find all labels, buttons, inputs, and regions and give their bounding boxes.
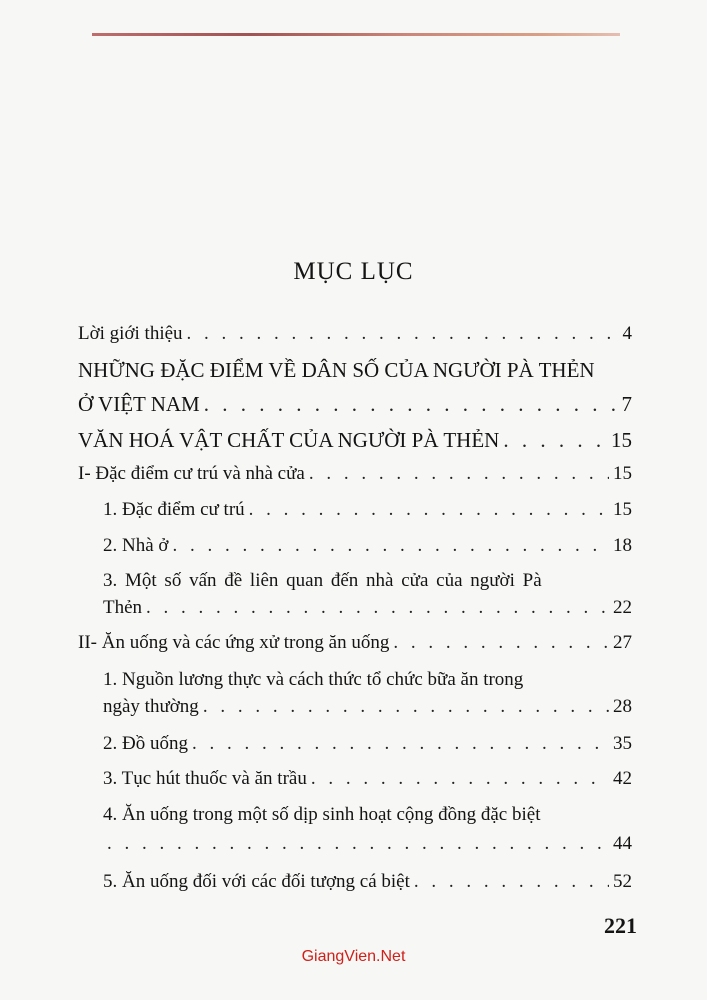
toc-entry-1-1[interactable] (103, 499, 632, 521)
toc-entry-2-4-line1[interactable]: 4. Ăn uống trong một số dịp sinh hoạt cộng đồng đặc biệt (103, 804, 541, 825)
leader-dots (503, 428, 607, 453)
toc-entry-label: Ở VIỆT NAM (78, 392, 200, 416)
toc-entry-label: Thẻn (103, 597, 143, 618)
toc-entry-page: 52 (613, 871, 632, 892)
toc-entry-page: 42 (613, 768, 632, 789)
leader-dots (107, 833, 609, 855)
leader-dots (249, 499, 609, 521)
toc-entry-part-2[interactable] (78, 632, 632, 654)
leader-dots (414, 871, 609, 893)
toc-entry-1-3[interactable] (103, 597, 632, 619)
toc-entry-page: 27 (613, 632, 632, 653)
toc-entry-2-5[interactable] (103, 871, 632, 893)
toc-entry-page: 22 (613, 597, 632, 618)
toc-entry-section-2[interactable] (78, 428, 632, 453)
leader-dots (187, 323, 619, 345)
page-title: MỤC LỤC (293, 258, 414, 285)
toc-entry-2-3[interactable] (103, 768, 632, 790)
toc-entry-1-2[interactable] (103, 535, 632, 557)
toc-entry-2-1[interactable] (103, 696, 632, 718)
toc-entry-page: 44 (613, 833, 632, 854)
page-number: 221 (604, 913, 637, 938)
toc-entry-section-1[interactable] (78, 392, 632, 417)
toc-entry-2-1-line1[interactable]: 1. Nguồn lương thực và cách thức tổ chức bữa ăn trong (103, 669, 524, 690)
leader-dots (203, 696, 609, 718)
leader-dots (172, 535, 609, 557)
toc-entry-label: Lời giới thiệu (78, 323, 183, 344)
toc-entry-label: 3. Tục hút thuốc và ăn trầu (103, 768, 307, 789)
toc-entry-page: 7 (621, 392, 632, 416)
toc-entry-part-1[interactable] (78, 463, 632, 485)
toc-entry-page: 18 (613, 535, 632, 556)
toc-entry-section-1-line1[interactable]: NHỮNG ĐẶC ĐIỂM VỀ DÂN SỐ CỦA NGƯỜI PÀ THẺN (78, 358, 595, 382)
toc-entry-2-4[interactable] (103, 833, 632, 855)
watermark: GiangVien.Net (301, 948, 406, 965)
leader-dots (393, 632, 609, 654)
toc-entry-label: I- Đặc điểm cư trú và nhà cửa (78, 463, 305, 484)
toc-entry-label: 2. Đồ uống (103, 733, 188, 754)
toc-entry-page: 35 (613, 733, 632, 754)
toc-entry-label: 2. Nhà ở (103, 535, 169, 556)
toc-entry-label: ngày thường (103, 696, 199, 717)
toc-entry-label: 5. Ăn uống đối với các đối tượng cá biệt (103, 871, 410, 892)
toc-entry-label: VĂN HOÁ VẬT CHẤT CỦA NGƯỜI PÀ THẺN (78, 428, 500, 452)
toc-entry-label: 1. Đặc điểm cư trú (103, 499, 245, 520)
toc-entry-label: II- Ăn uống và các ứng xử trong ăn uống (78, 632, 390, 653)
toc-entry-1-3-line1[interactable]: 3. Một số vấn đề liên quan đến nhà cửa của người Pà (103, 570, 542, 591)
leader-dots (311, 768, 609, 790)
toc-entry-page: 15 (613, 499, 632, 520)
leader-dots (309, 463, 609, 485)
toc-entry-page: 4 (622, 323, 632, 344)
toc-entry-intro[interactable] (78, 323, 632, 345)
toc-entry-page: 15 (611, 428, 632, 452)
leader-dots (204, 392, 618, 417)
leader-dots (192, 733, 609, 755)
toc-entry-2-2[interactable] (103, 733, 632, 755)
toc-entry-page: 15 (613, 463, 632, 484)
leader-dots (146, 597, 609, 619)
toc-entry-page: 28 (613, 696, 632, 717)
